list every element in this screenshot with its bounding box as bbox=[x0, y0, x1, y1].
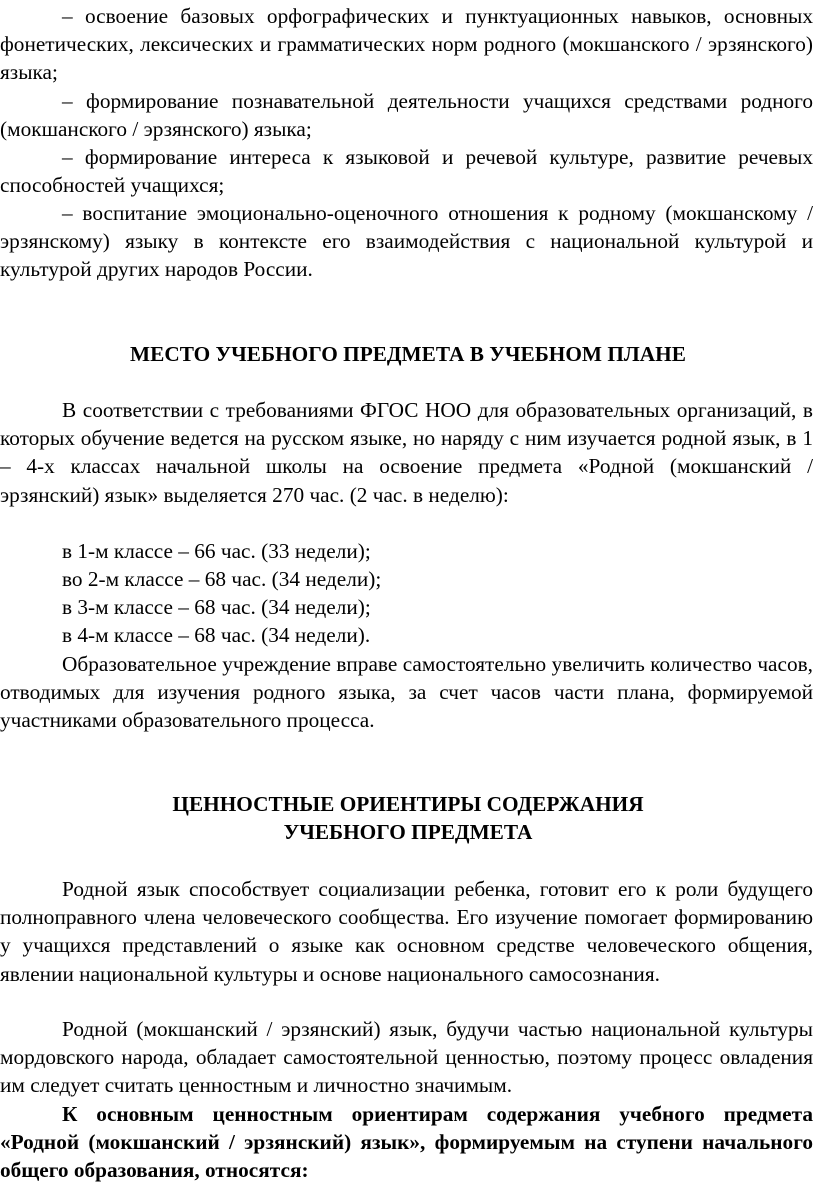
values-paragraph-1: Родной язык способствует социализации ребенка, готовит его к роли будущего полноправного члена человеческого сообщества. Его изучение помогает формированию у учащихся представлений о языке как основном средстве человеческого общения, явлении национальной культуры и основе национального самосознания. bbox=[0, 877, 813, 986]
class-hours-item-1: в 1-м классе – 66 час. (33 недели); bbox=[62, 539, 371, 563]
intro-item-4: – воспитание эмоционально-оценочного отношения к родному (мокшанскому / эрзянскому) языку в контексте его взаимодействия с национальной культурой и культурой других народов России. bbox=[0, 201, 813, 282]
values-paragraph-bold: К основным ценностным ориентирам содержания учебного предмета «Родной (мокшанский / эрзянский) язык», формируемым на ступени начального общего образования, относятся: bbox=[0, 1102, 813, 1183]
values-paragraph-2: Родной (мокшанский / эрзянский) язык, будучи частью национальной культуры мордовского народа, обладает самостоятельной ценностью, поэтому процесс овладения им следует считать ценностным и личностно значимым. bbox=[0, 1017, 813, 1098]
hours-increase-paragraph: Образовательное учреждение вправе самостоятельно увеличить количество часов, отводимых для изучения родного языка, за счет часов части плана, формируемой участниками образовательного процесса. bbox=[0, 652, 813, 733]
intro-item-1: – освоение базовых орфографических и пунктуационных навыков, основных фонетических, лексических и грамматических норм родного (мокшанского / эрзянского) языка; bbox=[0, 4, 813, 85]
section-heading-values-line1: ЦЕННОСТНЫЕ ОРИЕНТИРЫ СОДЕРЖАНИЯ bbox=[172, 792, 644, 816]
intro-item-2: – формирование познавательной деятельности учащихся средствами родного (мокшанского / эрзянского) языка; bbox=[0, 89, 813, 142]
class-hours-item-3: в 3-м классе – 68 час. (34 недели); bbox=[62, 595, 371, 619]
class-hours-item-2: во 2-м классе – 68 час. (34 недели); bbox=[62, 567, 382, 591]
intro-item-3: – формирование интереса к языковой и речевой культуре, развитие речевых способностей учащихся; bbox=[0, 145, 813, 198]
section-heading-values-line2: УЧЕБНОГО ПРЕДМЕТА bbox=[283, 820, 533, 844]
curriculum-paragraph: В соответствии с требованиями ФГОС НОО для образовательных организаций, в которых обучение ведется на русском языке, но наряду с ним изучается родной язык, в 1 – 4-х классах начальной школы на освоение предмета «Родной (мокшанский / эрзянский) язык» выделяется 270 час. (2 час. в неделю): bbox=[0, 398, 813, 507]
class-hours-item-4: в 4-м классе – 68 час. (34 недели). bbox=[62, 623, 371, 647]
section-heading-curriculum: МЕСТО УЧЕБНОГО ПРЕДМЕТА В УЧЕБНОМ ПЛАНЕ bbox=[130, 342, 686, 366]
